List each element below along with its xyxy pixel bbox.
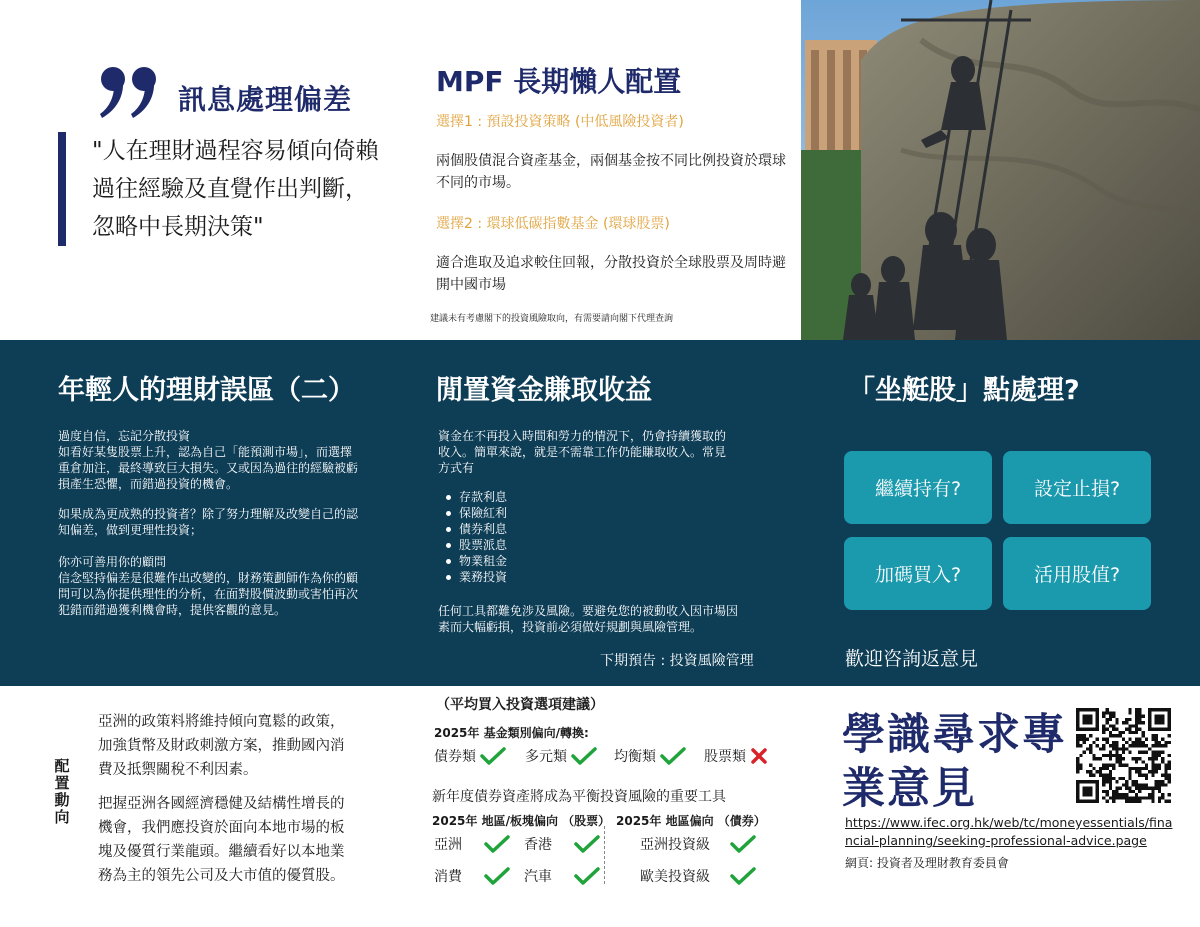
region-heading: 2025年 地區/板塊偏向 （股票） — [432, 814, 611, 828]
mpf-note: 建議未有考慮閣下的投資風險取向，有需要請向閣下代理查詢 — [430, 314, 674, 324]
list-item: 物業租金 — [444, 553, 507, 569]
myths-paragraph-1: 過度自信，忘記分散投資 如看好某隻股票上升，認為自己「能預測市場」，而選擇重倉加注，最終導致巨大損失。又或因為過往的經驗被虧損產生恐懼，而錯過投資的機會。 — [58, 429, 359, 491]
bond-tool-line: 新年度債券資產將成為平衡投資風險的重要工具 — [432, 789, 726, 805]
list-item: 股票派息 — [444, 537, 507, 553]
fund-item-multi-asset — [525, 746, 597, 766]
fund-item-bond — [434, 746, 506, 766]
allocation-paragraph-1: 亞洲的政策料將維持傾向寬鬆的政策，加強貨幣及財政刺激方案，推動國內消費及抵禦關稅不利因素。 — [98, 714, 345, 778]
cross-icon — [750, 747, 768, 765]
ifec-link[interactable]: https://www.ifec.org.hk/web/tc/moneyessentials/financial-planning/seeking-professional-advice.page — [845, 815, 1173, 848]
mpf-option-2: 選擇2 : 環球低碳指數基金 (環球股票) — [436, 216, 670, 232]
region-item-asia — [434, 834, 510, 854]
myths-paragraph-3: 你亦可善用你的顧問 信念堅持偏差是很難作出改變的，財務策劃師作為你的顧問可以為你提供理性的分析，在面對股價波動或害怕再次犯錯而錯過獲利機會時，提供客觀的意見。 — [58, 555, 359, 617]
fund-item-balanced — [614, 746, 686, 766]
fund-item-equity — [704, 746, 768, 766]
fund-item-label: 均衡類 — [614, 749, 656, 765]
next-issue-preview: 下期預告 : 投資風險管理 — [600, 653, 754, 669]
idle-funds-intro: 資金在不再投入時間和勞力的情況下，仍會持續獲取的收入。簡單來說，就是不需靠工作仍能賺取收入。常見方式有 — [438, 429, 727, 475]
check-icon — [571, 747, 597, 765]
bond-region-heading: 2025年 地區偏向 （債券） — [616, 814, 766, 828]
use-stock-value-button[interactable]: 活用股值? — [1003, 537, 1151, 610]
mpf-desc-1: 兩個股債混合資產基金，兩個基金按不同比例投資於環球不同的市場。 — [436, 153, 786, 191]
region-item-label: 亞洲 — [434, 837, 462, 853]
bond-item-asia-ig — [640, 834, 756, 854]
list-item: 存款利息 — [444, 489, 507, 505]
stuck-stock-title: 「坐艇股」點處理? — [848, 375, 1080, 406]
quote-text: "人在理財過程容易傾向倚賴過往經驗及直覺作出判斷，忽略中長期決策" — [92, 138, 379, 240]
source-label: 網頁: 投資者及理財教育委員會 — [845, 856, 1009, 870]
check-icon — [574, 835, 600, 853]
mpf-title: MPF 長期懶人配置 — [436, 65, 682, 98]
bottom-section — [0, 686, 1200, 927]
fund-item-label: 股票類 — [704, 749, 746, 765]
fund-item-label: 債券類 — [434, 749, 476, 765]
idle-funds-title: 閒置資金賺取收益 — [436, 375, 652, 406]
list-item: 業務投資 — [444, 569, 507, 585]
check-icon — [730, 835, 756, 853]
region-item-consumer — [434, 866, 510, 886]
list-item: 保險紅利 — [444, 505, 507, 521]
region-item-auto — [524, 866, 600, 886]
average-buy-title: （平均買入投資選項建議） — [436, 697, 604, 713]
myths-title: 年輕人的理財誤區（二） — [58, 375, 355, 406]
consult-welcome: 歡迎咨詢返意見 — [845, 648, 979, 670]
mpf-option-1: 選擇1 : 預設投資策略 (中低風險投資者) — [436, 114, 684, 130]
idle-funds-outro: 任何工具都難免涉及風險。要避免您的被動收入因市場因素而大幅虧損，投資前必須做好規劃與風險管理。 — [438, 604, 739, 634]
check-icon — [730, 867, 756, 885]
check-icon — [484, 835, 510, 853]
mpf-desc-2: 適合進取及追求較住回報，分散投資於全球股票及周時避開中國市場 — [436, 255, 786, 293]
table-divider — [604, 826, 605, 884]
quote-title: 訊息處理偏差 — [178, 83, 353, 116]
top-section — [0, 0, 1200, 340]
statue-photo — [801, 0, 1200, 340]
buy-more-button[interactable]: 加碼買入? — [844, 537, 992, 610]
quote-icon — [98, 62, 160, 124]
quote-accent-bar — [58, 132, 66, 246]
allocation-label: 配置動向 — [54, 757, 70, 826]
qr-code[interactable] — [1076, 708, 1171, 803]
bond-item-label: 亞洲投資級 — [640, 837, 710, 853]
myths-paragraph-2: 如果成為更成熟的投資者？除了努力理解及改變自己的認知偏差，做到更理性投資； — [58, 507, 359, 537]
fund-heading: 2025年 基金類別偏向/轉換: — [434, 726, 589, 740]
allocation-paragraph-2: 把握亞洲各國經濟穩健及結構性增長的機會，我們應投資於面向本地市場的板塊及優質行業龍頭。繼續看好以本地業務為主的領先公司及大市值的優質股。 — [98, 796, 345, 884]
list-item: 債券利息 — [444, 521, 507, 537]
income-list — [444, 489, 507, 585]
middle-section — [0, 340, 1200, 686]
region-item-label: 消費 — [434, 869, 462, 885]
set-stop-loss-button[interactable]: 設定止損? — [1003, 451, 1151, 524]
check-icon — [574, 867, 600, 885]
region-item-label: 汽車 — [524, 869, 552, 885]
keep-holding-button[interactable]: 繼續持有? — [844, 451, 992, 524]
check-icon — [484, 867, 510, 885]
check-icon — [480, 747, 506, 765]
check-icon — [660, 747, 686, 765]
bond-item-euro-us-ig — [640, 866, 756, 886]
seek-advice-title: 學識尋求專業意見 — [842, 710, 1067, 814]
region-item-hong-kong — [524, 834, 600, 854]
bond-item-label: 歐美投資級 — [640, 869, 710, 885]
region-item-label: 香港 — [524, 837, 552, 853]
fund-item-label: 多元類 — [525, 749, 567, 765]
